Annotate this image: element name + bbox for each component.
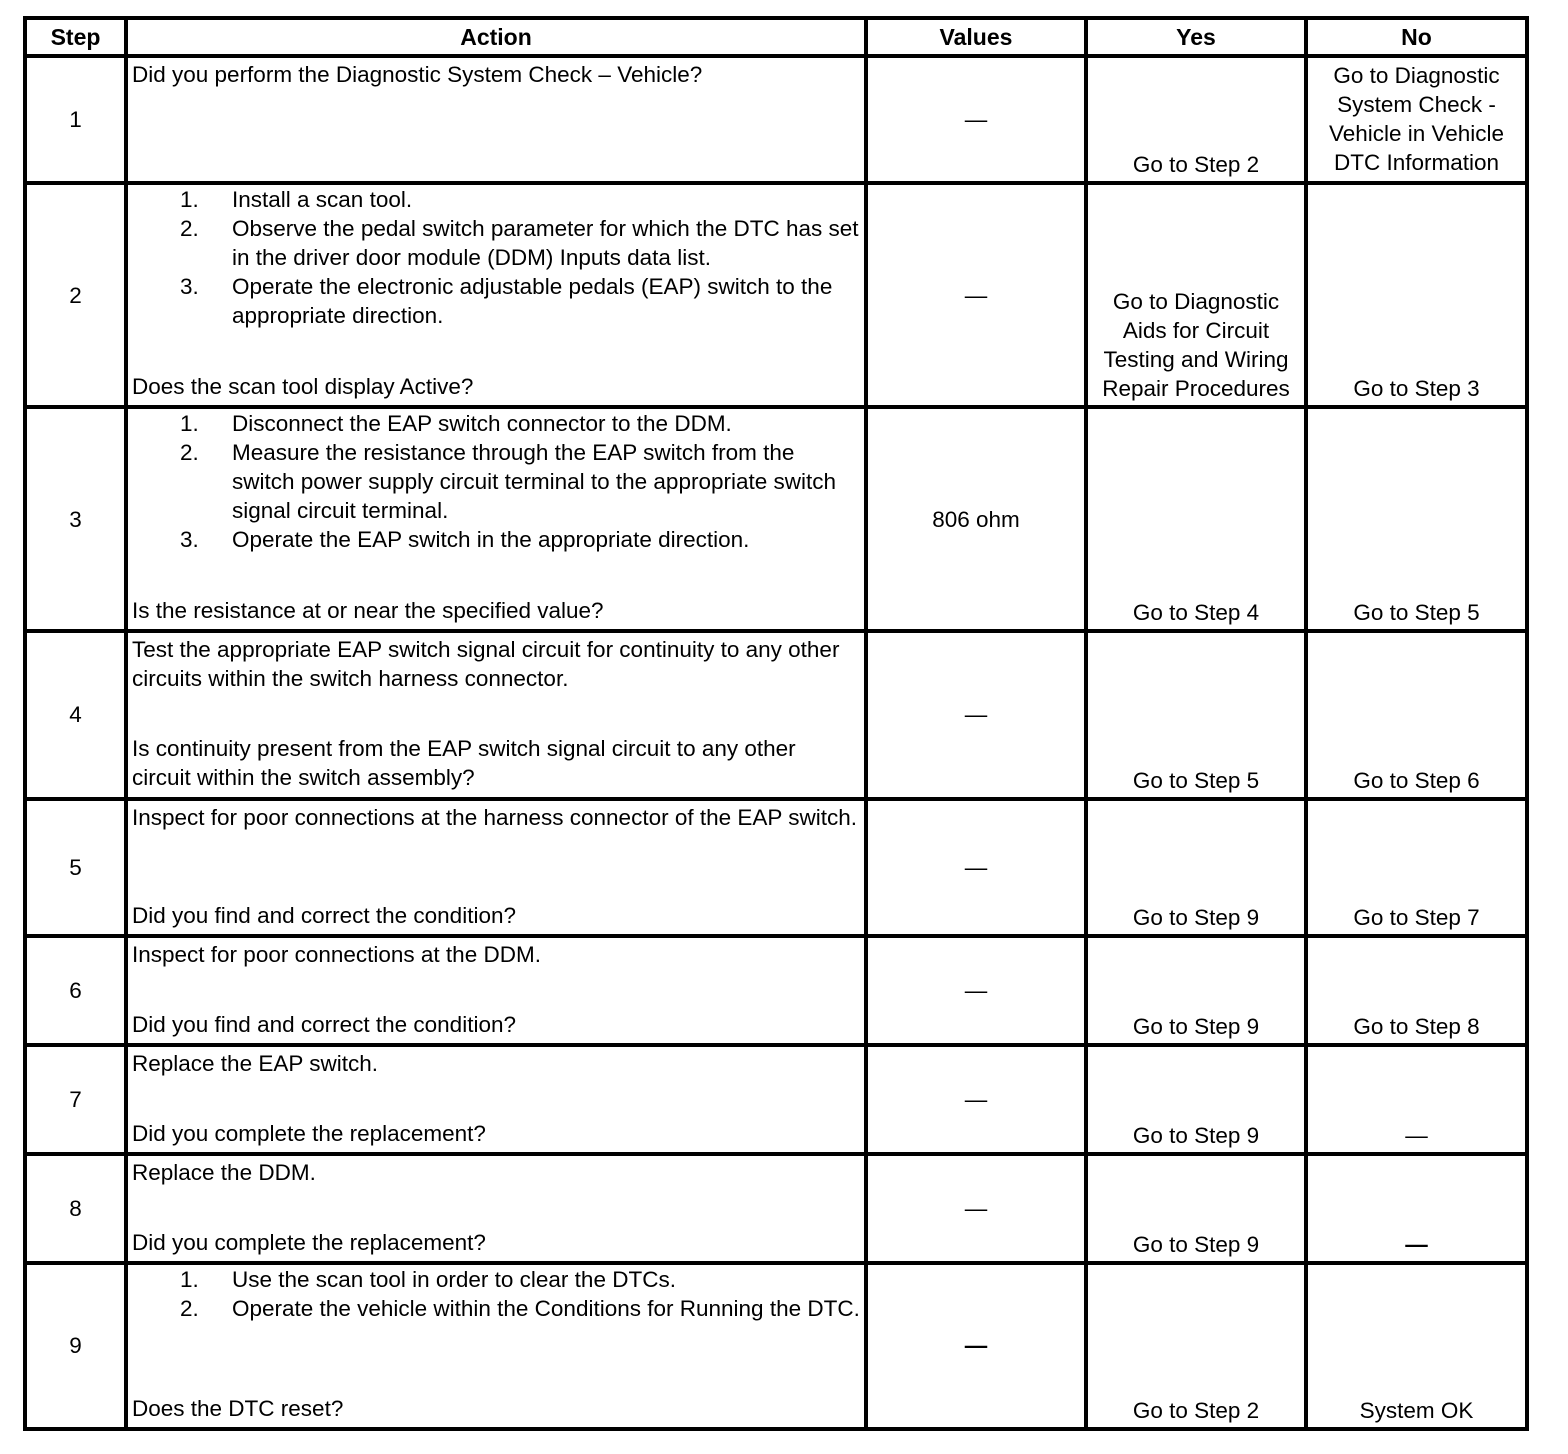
table-row [25,183,1527,407]
step-number: 2 [25,183,126,407]
action-steps [132,409,860,554]
action-step: 3. Operate the EAP switch in the appropriate direction. [180,527,750,553]
header-action: Action [126,18,866,56]
action-text: Test the appropriate EAP switch signal circuit for continuity to any other circuits within the switch harness connector. [132,637,840,692]
header-row [25,18,1527,56]
action-steps [132,185,860,330]
action-cell [126,56,866,183]
value-cell: — [866,183,1086,407]
step-number: 4 [25,631,126,798]
action-cell [126,407,866,631]
action-cell [126,183,866,407]
action-step: 1. Use the scan tool in order to clear the DTCs. [180,1266,676,1292]
value-cell: — [866,1045,1086,1154]
action-cell [126,1154,866,1263]
step-number: 3 [25,407,126,631]
action-question: Is the resistance at or near the specified value? [132,598,604,624]
yes-cell: Go to Step 4 [1086,407,1306,631]
action-cell [126,1045,866,1154]
action-question: Did you complete the replacement? [132,1229,486,1255]
action-steps [132,1265,860,1323]
yes-cell: Go to Step 9 [1086,1154,1306,1263]
value-cell: — [866,1154,1086,1263]
yes-cell: Go to Step 2 [1086,1263,1306,1429]
no-cell: Go to Step 7 [1306,799,1527,936]
no-cell: — [1306,1045,1527,1154]
table-row [25,631,1527,798]
yes-cell: Go to Step 9 [1086,799,1306,936]
table-row [25,1154,1527,1263]
yes-cell: Go to Step 9 [1086,936,1306,1045]
step-number: 7 [25,1045,126,1154]
action-cell [126,799,866,936]
table-row [25,1045,1527,1154]
header-yes: Yes [1086,18,1306,56]
action-cell [126,936,866,1045]
yes-cell: Go to Step 5 [1086,631,1306,798]
action-step: 1. Install a scan tool. [180,187,413,213]
action-text: Inspect for poor connections at the harness connector of the EAP switch. [132,804,857,830]
action-question: Did you find and correct the condition? [132,1011,516,1037]
action-step: 2. Measure the resistance through the EAP switch from the switch power supply circuit terminal to the appropriate switch signal circuit terminal. [180,440,837,524]
action-text: Replace the DDM. [132,1159,316,1185]
no-cell: — [1306,1154,1527,1263]
action-text: Replace the EAP switch. [132,1050,378,1076]
action-question: Did you find and correct the condition? [132,902,516,928]
value-cell: — [866,56,1086,183]
diagnostic-table [23,16,1529,1431]
step-number: 5 [25,799,126,936]
table-row [25,56,1527,183]
header-values: Values [866,18,1086,56]
yes-cell: Go to Diagnostic Aids for Circuit Testing and Wiring Repair Procedures [1086,183,1306,407]
no-cell: Go to Step 8 [1306,936,1527,1045]
action-step: 2. Operate the vehicle within the Conditions for Running the DTC. [180,1295,860,1321]
value-cell: 806 ohm [866,407,1086,631]
table-row [25,936,1527,1045]
value-cell: — [866,1263,1086,1429]
step-number: 8 [25,1154,126,1263]
step-number: 6 [25,936,126,1045]
step-number: 1 [25,56,126,183]
value-cell: — [866,936,1086,1045]
action-question: Does the DTC reset? [132,1395,344,1421]
step-number: 9 [25,1263,126,1429]
value-cell: — [866,799,1086,936]
no-cell: Go to Step 3 [1306,183,1527,407]
action-text: Inspect for poor connections at the DDM. [132,941,541,967]
action-question: Is continuity present from the EAP switch signal circuit to any other circuit within the switch assembly? [132,736,796,791]
no-cell: System OK [1306,1263,1527,1429]
table-row [25,799,1527,936]
yes-cell: Go to Step 9 [1086,1045,1306,1154]
action-question: Did you complete the replacement? [132,1120,486,1146]
no-cell: Go to Step 6 [1306,631,1527,798]
header-no: No [1306,18,1527,56]
yes-cell: Go to Step 2 [1086,56,1306,183]
header-step: Step [25,18,126,56]
action-text: Did you perform the Diagnostic System Check – Vehicle? [132,62,703,87]
action-step: 1. Disconnect the EAP switch connector to the DDM. [180,411,732,437]
action-cell [126,1263,866,1429]
no-cell: Go to Diagnostic System Check - Vehicle in Vehicle DTC Information [1306,56,1527,183]
value-cell: — [866,631,1086,798]
action-step: 3. Operate the electronic adjustable pedals (EAP) switch to the appropriate direction. [180,274,833,329]
table-row [25,407,1527,631]
action-question: Does the scan tool display Active? [132,374,474,400]
no-cell: Go to Step 5 [1306,407,1527,631]
action-step: 2. Observe the pedal switch parameter for which the DTC has set in the driver door module (DDM) Inputs data list. [180,216,859,271]
table-row [25,1263,1527,1429]
action-cell [126,631,866,798]
